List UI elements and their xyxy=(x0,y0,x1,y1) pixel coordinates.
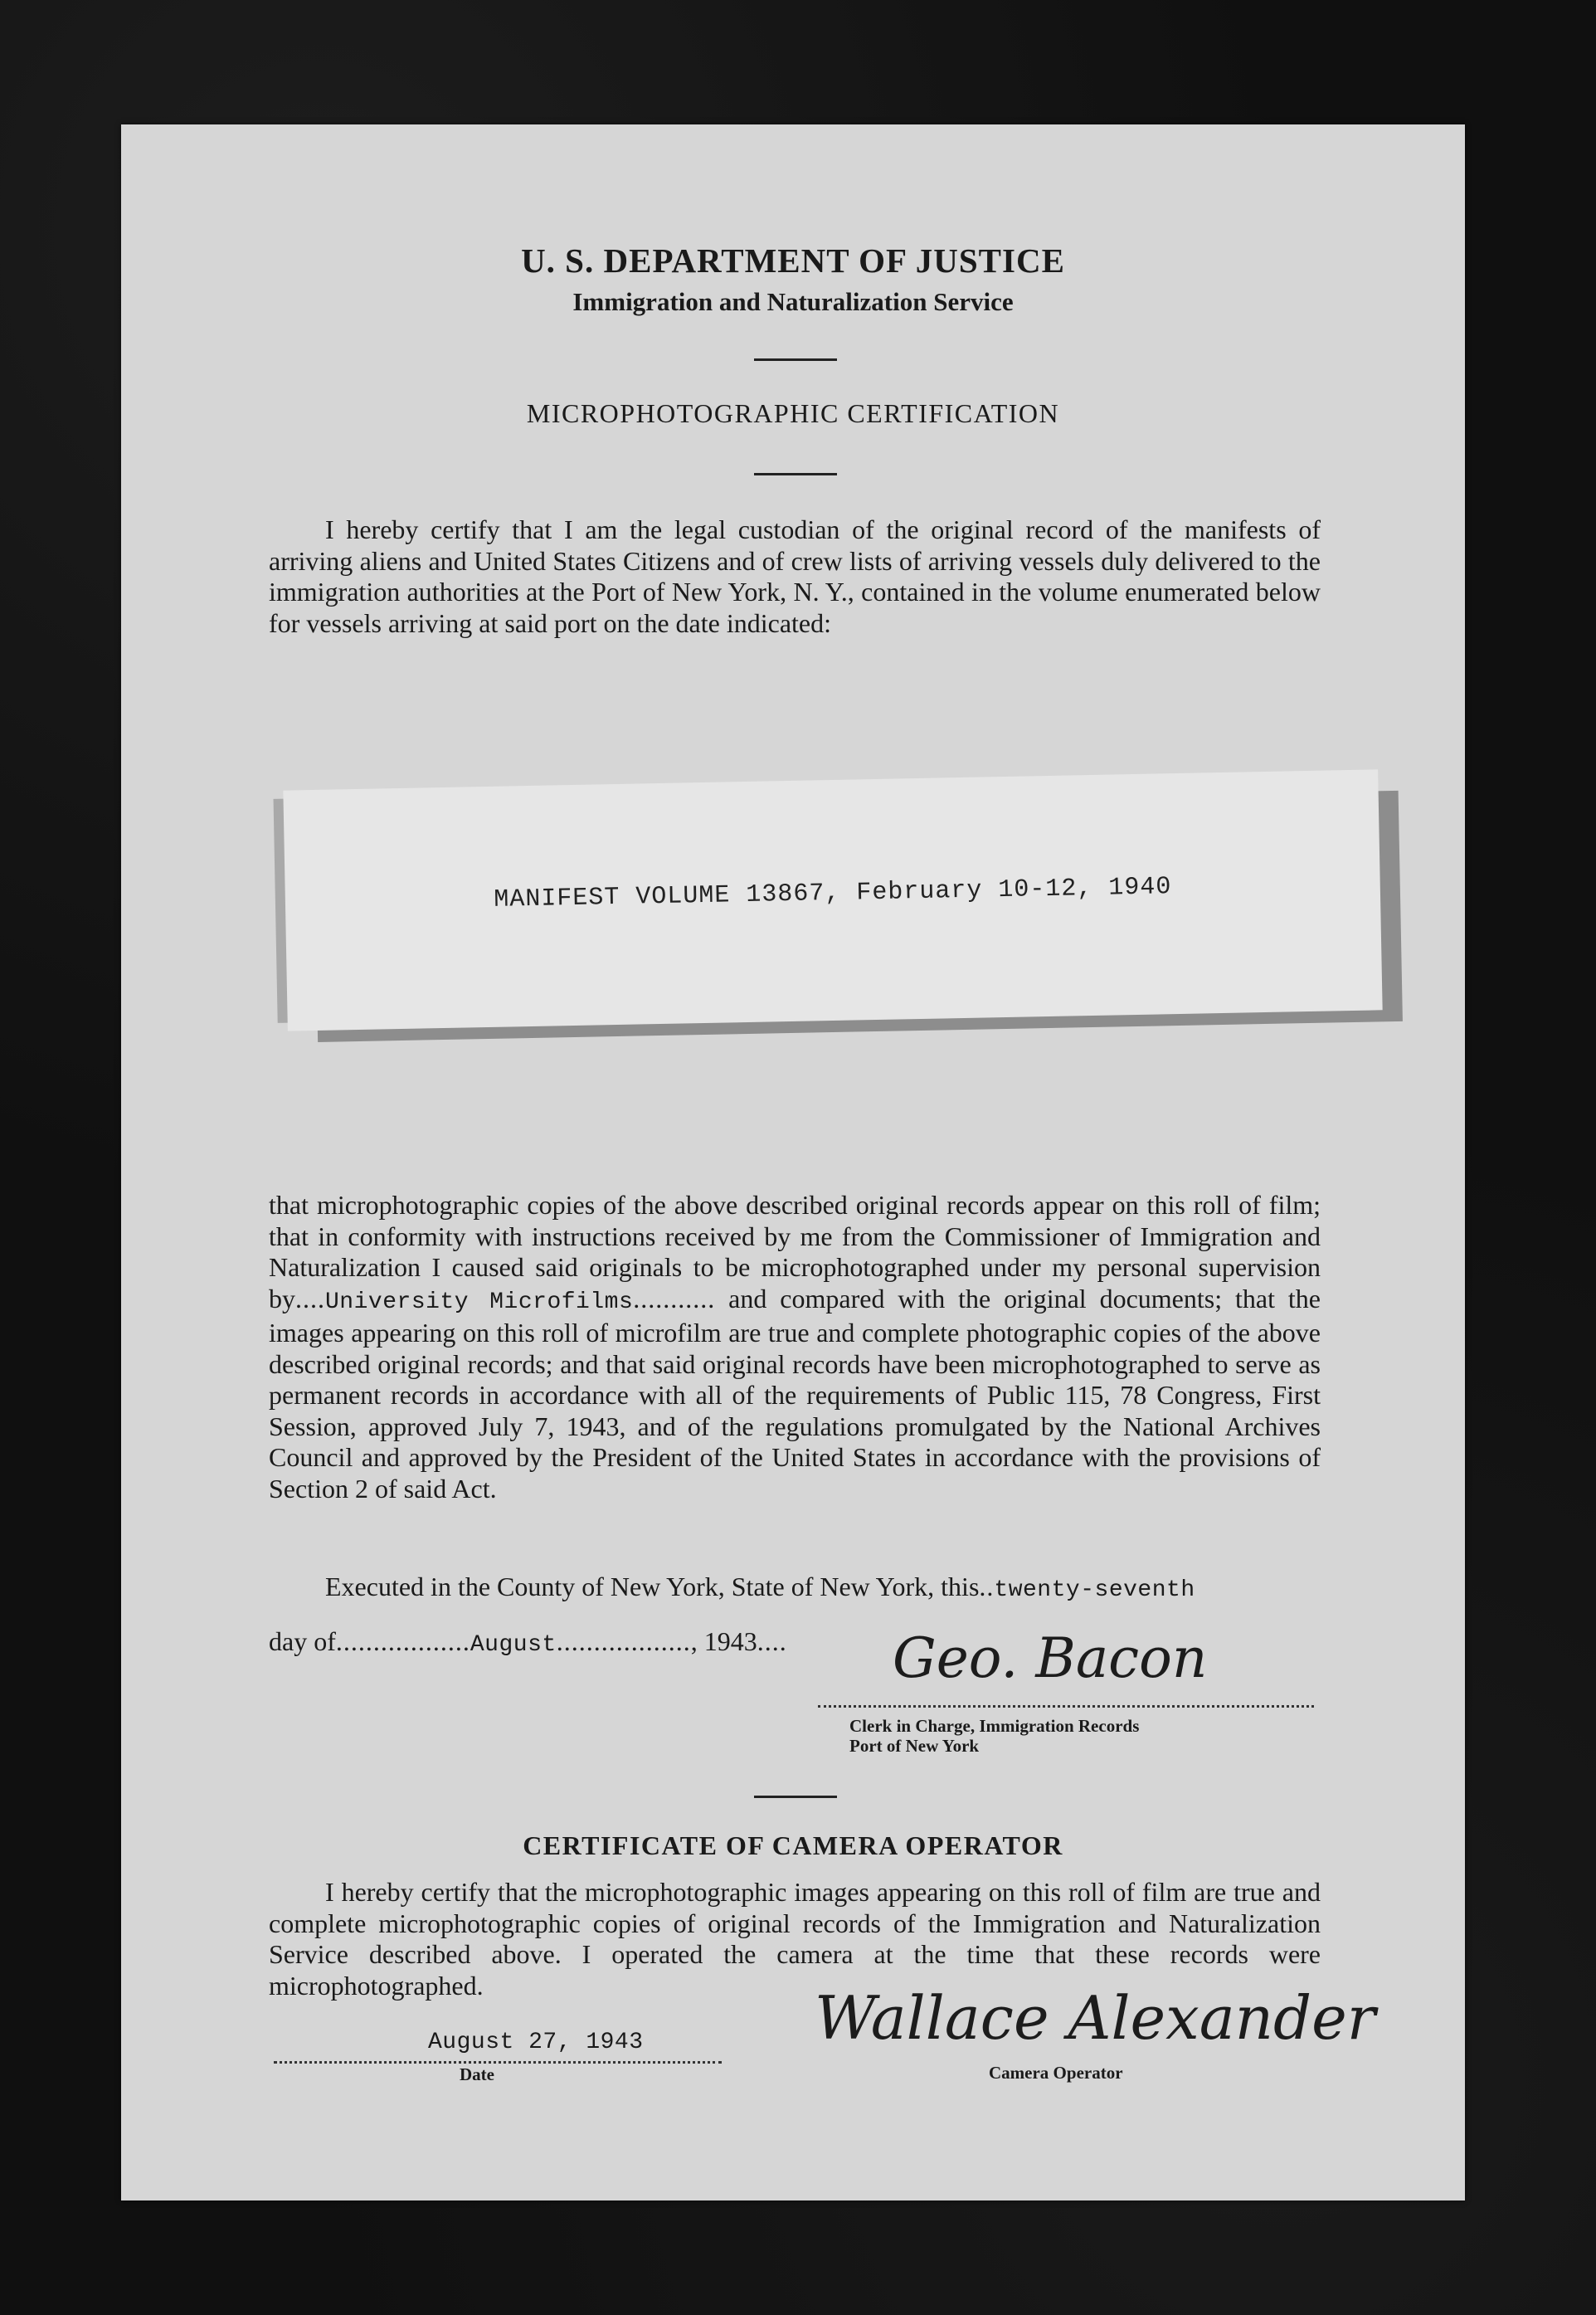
month-value: August xyxy=(470,1632,557,1658)
fill-dots: .... xyxy=(295,1283,325,1313)
department-heading: U. S. DEPARTMENT OF JUSTICE xyxy=(521,241,1065,280)
executed-line xyxy=(269,1572,1321,1606)
certification-title: MICROPHOTOGRAPHIC CERTIFICATION xyxy=(526,398,1060,428)
date-label: Date xyxy=(460,2064,494,2084)
operator-cert-title: CERTIFICATE OF CAMERA OPERATOR xyxy=(523,1830,1063,1860)
clerk-title-line2: Port of New York xyxy=(849,1736,980,1756)
body-text-part2: and compared with the original documents; that the images appearing on this roll of microfilm are true and complete photographic copies of the above described original records; and that said original records have been microphotographed to serve as permanent records in accordance with all of the requirements of Public 115, 78 Congress, First Session, approved July 7, 1943, and of the regulations promulgated by the National Archives Council and approved by the President of the United States in accordance with the provisions of Section 2 of said Act. xyxy=(269,1283,1321,1504)
volume-label: MANIFEST VOLUME 13867, February 10-12, 1940 xyxy=(494,873,1172,914)
executed-text: Executed in the County of New York, State of New York, this xyxy=(325,1572,980,1601)
operator-cert-text: I hereby certify that the microphotographic images appearing on this roll of film are true and complete microphotographic copies of original records of the Immigration and Naturalization Service described above. I operated the camera at the time that these records were microphotographed. xyxy=(269,1877,1321,2001)
clerk-signature: Geo. Bacon xyxy=(893,1626,1208,1690)
intro-text: I hereby certify that I am the legal custodian of the original record of the manifests of arriving aliens and United States Citizens and of crew lists of arriving vessels duly delivered to the immigration authorities at the Port of New York, N. Y., contained in the volume enumerated below for vessels arriving at said port on the date indicated: xyxy=(269,514,1321,638)
operator-label: Camera Operator xyxy=(989,2063,1123,2083)
day-value: twenty-seventh xyxy=(994,1577,1195,1603)
body-text-part1: that microphotographic copies of the above described original records appear on this roll of film; that in conformity with instructions received by me from the Commissioner of Immigration and Naturalization I caused said originals to be microphotographed under my personal supervision by xyxy=(269,1190,1321,1313)
year-value: , 1943 xyxy=(690,1626,757,1656)
certificate-page xyxy=(121,124,1465,2200)
clerk-title xyxy=(849,1716,1139,1756)
day-of-label: day of xyxy=(269,1626,336,1656)
volume-label-strip xyxy=(283,769,1382,1031)
clerk-signature-line xyxy=(818,1705,1314,1708)
operator-signature: Wallace Alexander xyxy=(815,1983,1376,2053)
divider xyxy=(754,1796,837,1798)
filmed-by-value: University Microfilms xyxy=(325,1289,634,1315)
fill-dots: .................. xyxy=(335,1626,470,1656)
date-line xyxy=(274,2061,722,2064)
body-paragraph xyxy=(269,1190,1321,1504)
divider xyxy=(754,473,837,475)
intro-paragraph xyxy=(269,514,1321,639)
date-value: August 27, 1943 xyxy=(428,2030,644,2055)
fill-dots: .. xyxy=(979,1572,995,1601)
fill-dots: .................. xyxy=(556,1626,691,1656)
clerk-title-line1: Clerk in Charge, Immigration Records xyxy=(849,1716,1140,1736)
fill-dots: .... xyxy=(757,1626,787,1656)
day-of-line xyxy=(269,1626,899,1661)
divider xyxy=(754,358,837,361)
fill-dots: ........... xyxy=(633,1283,716,1313)
service-subheading: Immigration and Naturalization Service xyxy=(572,287,1014,316)
